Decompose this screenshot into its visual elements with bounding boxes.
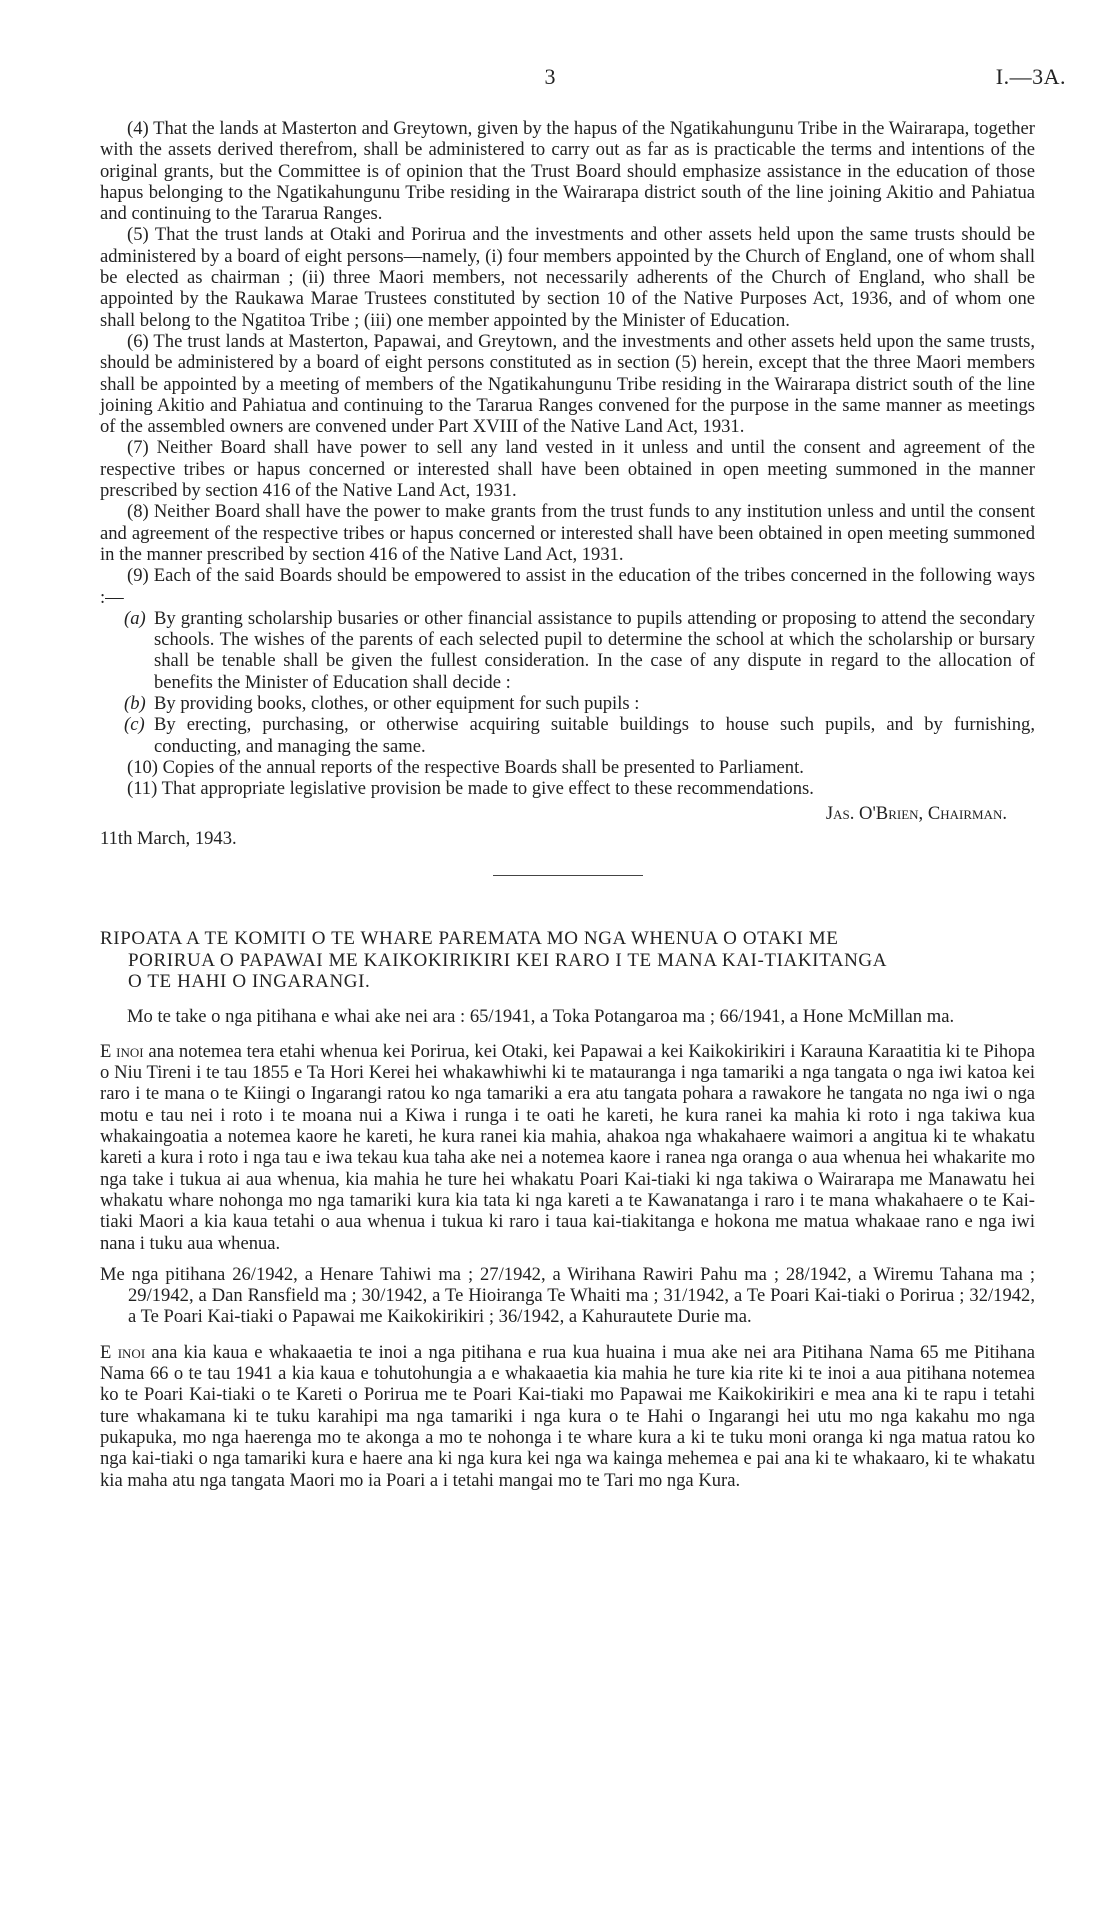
clause-9b-text: By providing books, clothes, or other equipment for such pupils : <box>154 693 640 715</box>
document-reference: I.—3A. <box>995 64 1066 89</box>
clause-9a-text: By granting scholarship busaries or other financial assistance to pupils attending or proposing to attend the secondary schools. The wishes of the parents of each selected pupil to determine the school at which the scholarship or bursary shall be tenable shall be given the fullest consideration. In the case of any dispute in regard to the allocation of benefits the Minister of Education shall decide : <box>154 607 1035 693</box>
clause-9: (9) Each of the said Boards should be empowered to assist in the education of the tribes concerned in the following ways :— <box>100 565 1035 608</box>
report-date: 11th March, 1943. <box>100 827 237 849</box>
clause-9b <box>124 693 1035 715</box>
clause-8: (8) Neither Board shall have the power to make grants from the trust funds to any institution unless and until the consent and agreement of the respective tribes or hapus concerned or interested shall have been obtained in open meeting summoned in the manner prescribed by section 416 of the Native Land Act, 1931. <box>100 501 1035 565</box>
maori-paragraph-1 <box>100 1041 1035 1254</box>
clause-4: (4) That the lands at Masterton and Greytown, given by the hapus of the Ngatikahungunu Tribe in the Wairarapa, together with the assets derived therefrom, shall be administered to carry out as far as is practicable the terms and intentions of the original grants, but the Committee is of opinion that the Trust Board should emphasize assistance in the education of those hapus belonging to the Ngatikahungunu Tribe residing in the Wairarapa district south of the line joining Akitio and Pahiatua and continuing to the Tararua Ranges. <box>100 118 1035 225</box>
title-line-3: O TE HAHI O INGARANGI. <box>128 971 371 993</box>
maori-section-title <box>100 928 1035 993</box>
title-line-1: RIPOATA A TE KOMITI O TE WHARE PAREMATA MO NGA WHENUA O OTAKI ME <box>100 928 839 950</box>
title-line-2: PORIRUA O PAPAWAI ME KAIKOKIRIKIRI KEI RARO I TE MANA KAI-TIAKITANGA <box>128 949 888 971</box>
chairman-signature: Jas. O'Brien, Chairman. <box>825 802 1007 824</box>
clause-11: (11) That appropriate legislative provision be made to give effect to these recommendations. <box>127 778 814 800</box>
paragraph-2-text: ana kia kaua e whakaaetia te inoi a nga pitihana e rua kua huaina i mua ake nei ara Pitihana Nama 65 me Pitihana Nama 66 o te tau 1941 a kia kaua e tohutohungia a e whakaaetia kia mahia he ture kia rite ki te inoi a aua pitihana notemea ko te Poari Kai-tiaki o te Kareti o Porirua me te Poari Kai-tiaki mo Papawai me Kaikokirikiri e mea ana ki te rapu i tetahi ture whakamana ki te tuku karahipi ma nga tamariki i nga kura o te Hahi o Ingarangi hei utu mo nga kakahu mo nga pukapuka, mo nga haerenga mo te akonga a mo te nohonga i te whare kura a ki te tuku moni oranga ki nga matua ratou ko nga kai-tiaki o nga tamariki kura e haere ana ki nga kura kei nga wa kainga mehemea e pai ana ki te whakaaro, ki te whakatu kia maha atu nga tangata Maori mo ia Poari a i tetahi mangai mo te Tari mo nga Kura. <box>100 1341 1035 1491</box>
clause-9c-text: By erecting, purchasing, or otherwise acquiring suitable buildings to house such pupils, and by furnishing, conducting, and managing the same. <box>154 714 1035 757</box>
clause-7: (7) Neither Board shall have power to sell any land vested in it unless and until the consent and agreement of the respective tribes or hapus concerned or interested shall have been obtained in open meeting summoned in the manner prescribed by section 416 of the Native Land Act, 1931. <box>100 437 1035 502</box>
petitions-list: Me nga pitihana 26/1942, a Henare Tahiwi ma ; 27/1942, a Wirihana Rawiri Pahu ma ; 28/1942, a Wiremu Tahana ma ; 29/1942, a Dan Ransfield ma ; 30/1942, a Te Hioiranga Te Whaiti ma ; 31/1942, a Te Poari Kai-tiaki o Porirua ; 32/1942, a Te Poari Kai-tiaki o Papawai me Kaikokirikiri ; 36/1942, a Kahurautete Durie ma. <box>100 1263 1035 1328</box>
clause-9b-label: (b) <box>124 693 146 715</box>
section-divider <box>493 875 643 876</box>
petitions-intro: Mo te take o nga pitihana e whai ake nei ara : 65/1941, a Toka Potangaroa ma ; 66/1941, a Hone McMillan ma. <box>127 1005 955 1027</box>
page-number: 3 <box>544 64 556 89</box>
paragraph-2-opening: E inoi <box>100 1341 146 1363</box>
clause-9a <box>124 607 1035 693</box>
clause-9a-label: (a) <box>124 607 146 629</box>
clause-9c <box>124 714 1035 757</box>
paragraph-1-opening: E inoi <box>100 1040 144 1062</box>
clause-9c-label: (c) <box>124 714 145 736</box>
paragraph-1-text: ana notemea tera etahi whenua kei Porirua, kei Otaki, kei Papawai a kei Kaikokirikiri i Karauna Karaatitia ki te Pihopa o Niu Tireni i te tau 1855 e Ta Hori Kerei hei whakawhiwhi ki te matauranga i nga tamariki a nga tangata o nga iwi katoa kei raro i te mana o te Kiingi o Ingarangi ratou ko nga tamariki a era atu tangata pohara a rawakore he tangata no nga iwi o nga motu e tau nei i roto i te moana nui a Kiwa i runga i te oati he kareti, he kura ranei ka mahia ki roto i nga takiwa kua whakaingoatia a notemea kaore he kareti, he kura ranei kia mahia, ahakoa nga whakahaere waimori a angitua ki te whakatu kareti a kura i roto i nga tau e iwa tekau kua taha ake nei a notemea kaore i ranea nga oranga o aua whenua hei whakarite mo nga take i tukua ai aua whenua, kia mahia he ture hei whakatu Poari Kai-tiaki ki nga takiwa o Wairarapa me Manawatu hei whakatu whare nohonga mo nga tamariki kura kia tata ki nga kareti a te Kawanatanga i raro i te mana whakahaere o te Kai-tiaki Maori a kia kaua tetahi o aua whenua i tukua ki raro i taua kai-tiakitanga e hokona me matua whakaae rano e nga iwi nana i tuku aua whenua. <box>100 1040 1035 1254</box>
clause-6: (6) The trust lands at Masterton, Papawai, and Greytown, and the investments and other assets held upon the same trusts, should be administered by a board of eight persons constituted as in section (5) herein, except that the three Maori members shall be appointed by a meeting of members of the Ngatikahungunu Tribe residing in the Wairarapa district south of the line joining Akitio and Pahiatua and continuing to the Tararua Ranges convened for the purpose in the same manner as meetings of the assembled owners are convened under Part XVIII of the Native Land Act, 1931. <box>100 330 1035 438</box>
document-body <box>100 118 1035 1491</box>
clause-5: (5) That the trust lands at Otaki and Porirua and the investments and other assets held upon the same trusts should be administered by a board of eight persons—namely, (i) four members appointed by the Church of England, one of whom shall be elected as chairman ; (ii) three Maori members, not necessarily adherents of the Church of England, who shall be appointed by the Raukawa Marae Trustees constituted by section 10 of the Native Purposes Act, 1936, and of whom one shall belong to the Ngatitoa Tribe ; (iii) one member appointed by the Minister of Education. <box>100 224 1035 331</box>
maori-paragraph-2 <box>100 1342 1035 1491</box>
clause-10: (10) Copies of the annual reports of the respective Boards shall be presented to Parliament. <box>127 756 804 778</box>
